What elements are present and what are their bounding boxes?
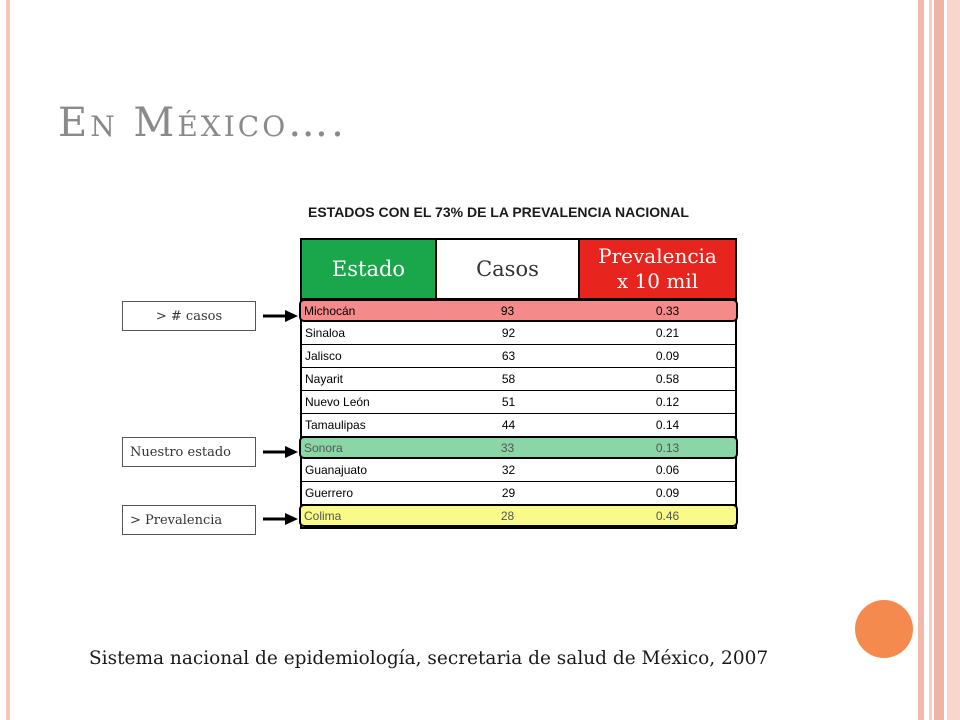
table-row: [299, 436, 738, 459]
cell-casos: 44: [501, 418, 516, 432]
column-header-estado: Estado: [302, 240, 437, 298]
cell-casos: 58: [501, 372, 516, 386]
slide-frame-right: [947, 0, 960, 720]
arrow-right-icon: [263, 445, 298, 459]
table-row: [299, 504, 738, 527]
cell-estado: Jalisco: [305, 349, 342, 363]
cell-prevalencia: 0.12: [655, 395, 680, 409]
cell-prevalencia: 0.46: [655, 508, 680, 523]
decorative-circle: [855, 600, 913, 658]
cell-casos: 63: [501, 349, 516, 363]
cell-casos: 92: [501, 326, 516, 340]
cell-estado: Sinaloa: [305, 326, 346, 340]
cell-estado: Guanajuato: [305, 463, 368, 477]
table-heading: ESTADOS CON EL 73% DE LA PREVALENCIA NACIONAL: [308, 204, 689, 220]
cell-estado: Nuevo León: [305, 395, 370, 409]
column-header-prevalencia-line1: Prevalencia: [598, 244, 717, 268]
prevalence-table: [300, 238, 737, 529]
table-row: [302, 459, 735, 482]
cell-estado: Michocán: [304, 303, 356, 318]
column-header-prevalencia: [580, 240, 735, 298]
table-row: [302, 368, 735, 391]
cell-estado: Guerrero: [305, 486, 354, 500]
arrow-right-icon: [263, 309, 298, 323]
table-row: [302, 391, 735, 414]
column-header-casos: Casos: [437, 240, 580, 298]
table-row: [299, 299, 738, 322]
source-citation: Sistema nacional de epidemiología, secretaria de salud de México, 2007: [89, 648, 769, 669]
cell-estado: Tamaulipas: [305, 418, 366, 432]
callout-max-casos: > # casos: [122, 301, 256, 331]
cell-casos: 29: [501, 486, 516, 500]
table-row: [302, 482, 735, 505]
slide-frame-left: [6, 0, 10, 720]
callout-nuestro-estado: Nuestro estado: [122, 437, 256, 467]
callout-max-prevalencia: > Prevalencia: [122, 505, 256, 535]
table-row: [302, 322, 735, 345]
arrow-right-icon: [263, 512, 298, 526]
cell-estado: Colima: [304, 508, 342, 523]
cell-prevalencia: 0.58: [655, 372, 680, 386]
slide-frame-right: [918, 0, 924, 720]
cell-prevalencia: 0.33: [655, 303, 680, 318]
table-body: [300, 299, 737, 529]
cell-casos: 93: [500, 303, 515, 318]
slide-title: En México….: [58, 100, 347, 146]
cell-prevalencia: 0.09: [655, 486, 680, 500]
cell-prevalencia: 0.09: [655, 349, 680, 363]
cell-prevalencia: 0.14: [655, 418, 680, 432]
column-header-prevalencia-line2: x 10 mil: [616, 269, 699, 293]
cell-prevalencia: 0.06: [655, 463, 680, 477]
table-row: [302, 345, 735, 368]
cell-prevalencia: 0.13: [655, 440, 680, 455]
cell-casos: 51: [501, 395, 516, 409]
slide-frame-right: [929, 0, 932, 720]
cell-casos: 28: [500, 508, 515, 523]
slide-frame-right: [934, 0, 944, 720]
cell-casos: 32: [501, 463, 516, 477]
cell-estado: Nayarit: [305, 372, 344, 386]
cell-prevalencia: 0.21: [655, 326, 680, 340]
cell-casos: 33: [500, 440, 515, 455]
table-row: [302, 414, 735, 437]
cell-estado: Sonora: [304, 440, 343, 455]
table-header: [300, 238, 737, 300]
